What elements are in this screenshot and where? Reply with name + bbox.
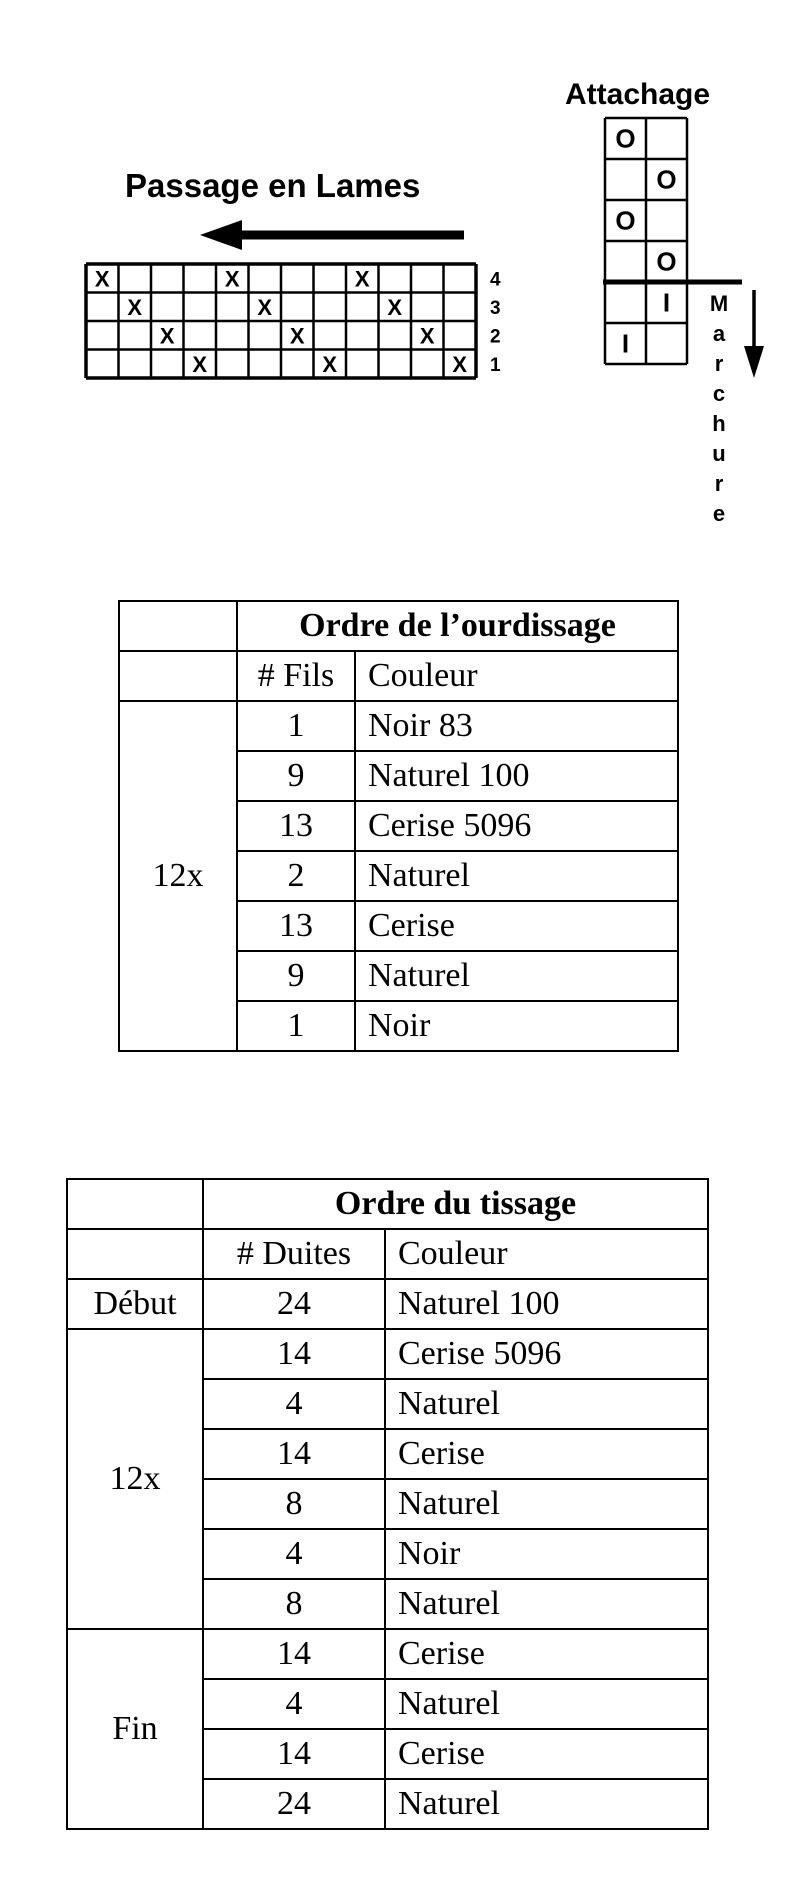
warp-count-cell: 9	[237, 751, 355, 801]
weft-group-label: 12x	[67, 1329, 203, 1629]
weft-count-cell: 14	[203, 1629, 385, 1679]
treadling-label-letter: M	[709, 291, 729, 316]
tieup-mark: O	[656, 164, 677, 195]
warp-count-cell: 9	[237, 951, 355, 1001]
weft-row	[67, 1329, 708, 1379]
warp-corner-cell	[119, 601, 237, 651]
warp-color-cell: Noir	[355, 1001, 678, 1051]
treadling-label-letter: r	[714, 351, 724, 376]
treadling-label-letter: c	[712, 381, 726, 406]
threading-mark: X	[387, 294, 403, 320]
warp-title-row	[119, 601, 678, 651]
weft-count-cell: 4	[203, 1529, 385, 1579]
weft-count-cell: 14	[203, 1429, 385, 1479]
threading-mark: X	[159, 323, 175, 349]
weft-count-cell: 8	[203, 1479, 385, 1529]
threading-mark: X	[192, 351, 208, 377]
threading-mark: X	[354, 266, 370, 292]
weft-order-table	[66, 1178, 709, 1830]
shaft-label: 1	[490, 354, 501, 376]
threading-mark: X	[452, 351, 468, 377]
threading-mark: X	[419, 323, 435, 349]
treadling-label-letter: e	[712, 501, 726, 526]
threading-title: Passage en Lames	[125, 167, 421, 204]
weft-count-cell: 8	[203, 1579, 385, 1629]
threading-direction-arrow	[200, 220, 464, 250]
warp-count-cell: 1	[237, 701, 355, 751]
weft-header-row	[67, 1229, 708, 1279]
treadling-label	[710, 291, 728, 526]
warp-repeat-label: 12x	[119, 701, 237, 1051]
weft-row	[67, 1629, 708, 1679]
weft-color-cell: Cerise	[385, 1629, 708, 1679]
tieup-mark: O	[615, 123, 636, 154]
warp-color-cell: Noir 83	[355, 701, 678, 751]
warp-header-row	[119, 651, 678, 701]
warp-color-cell: Naturel	[355, 951, 678, 1001]
weft-title-row	[67, 1179, 708, 1229]
weft-row	[67, 1279, 708, 1329]
warp-color-cell: Cerise	[355, 901, 678, 951]
threading-grid	[86, 264, 501, 378]
weft-color-cell: Naturel	[385, 1379, 708, 1429]
weaving-draft-diagram	[0, 0, 800, 560]
weft-color-cell: Cerise	[385, 1429, 708, 1479]
warp-table-title: Ordre de l’ourdissage	[237, 601, 678, 651]
weft-count-cell: 14	[203, 1329, 385, 1379]
treadling-label-letter: a	[712, 321, 726, 346]
tieup-mark: O	[656, 246, 677, 277]
weft-count-cell: 14	[203, 1729, 385, 1779]
weft-color-cell: Naturel	[385, 1579, 708, 1629]
tieup-mark: O	[615, 205, 636, 236]
warp-count-header: # Fils	[237, 651, 355, 701]
warp-color-cell: Naturel	[355, 851, 678, 901]
threading-mark: X	[289, 323, 305, 349]
threading-mark: X	[322, 351, 338, 377]
weft-color-cell: Noir	[385, 1529, 708, 1579]
warp-header-blank	[119, 651, 237, 701]
weft-color-cell: Naturel	[385, 1479, 708, 1529]
weft-count-header: # Duites	[203, 1229, 385, 1279]
warp-color-cell: Naturel 100	[355, 751, 678, 801]
treadling-direction-arrow	[744, 290, 764, 378]
warp-order-table	[118, 600, 679, 1052]
weft-color-cell: Naturel	[385, 1779, 708, 1829]
treadling-label-letter: r	[714, 471, 724, 496]
treadling-label-letter: u	[712, 441, 726, 466]
shaft-label: 4	[490, 269, 501, 291]
threading-mark: X	[94, 266, 110, 292]
weft-count-cell: 4	[203, 1679, 385, 1729]
weft-group-label: Fin	[67, 1629, 203, 1829]
warp-count-cell: 1	[237, 1001, 355, 1051]
weft-count-cell: 24	[203, 1279, 385, 1329]
weft-color-cell: Cerise	[385, 1729, 708, 1779]
shaft-label: 3	[490, 297, 501, 319]
warp-color-cell: Cerise 5096	[355, 801, 678, 851]
warp-row	[119, 701, 678, 751]
weft-header-blank	[67, 1229, 203, 1279]
weft-count-cell: 24	[203, 1779, 385, 1829]
weft-count-cell: 4	[203, 1379, 385, 1429]
threading-mark: X	[127, 294, 143, 320]
warp-count-cell: 2	[237, 851, 355, 901]
weft-table-title: Ordre du tissage	[203, 1179, 708, 1229]
threading-mark: X	[257, 294, 273, 320]
warp-count-cell: 13	[237, 901, 355, 951]
weft-color-cell: Naturel 100	[385, 1279, 708, 1329]
tieup-title: Attachage	[565, 78, 711, 111]
treadling-label-letter: h	[712, 411, 726, 436]
weft-corner-cell	[67, 1179, 203, 1229]
treadling-mark: I	[662, 287, 671, 318]
shaft-label: 2	[490, 326, 501, 348]
treadling-mark: I	[621, 328, 630, 359]
weft-color-cell: Cerise 5096	[385, 1329, 708, 1379]
weft-color-cell: Naturel	[385, 1679, 708, 1729]
threading-mark: X	[224, 266, 240, 292]
warp-count-cell: 13	[237, 801, 355, 851]
weft-group-label: Début	[67, 1279, 203, 1329]
warp-color-header: Couleur	[355, 651, 678, 701]
weft-color-header: Couleur	[385, 1229, 708, 1279]
